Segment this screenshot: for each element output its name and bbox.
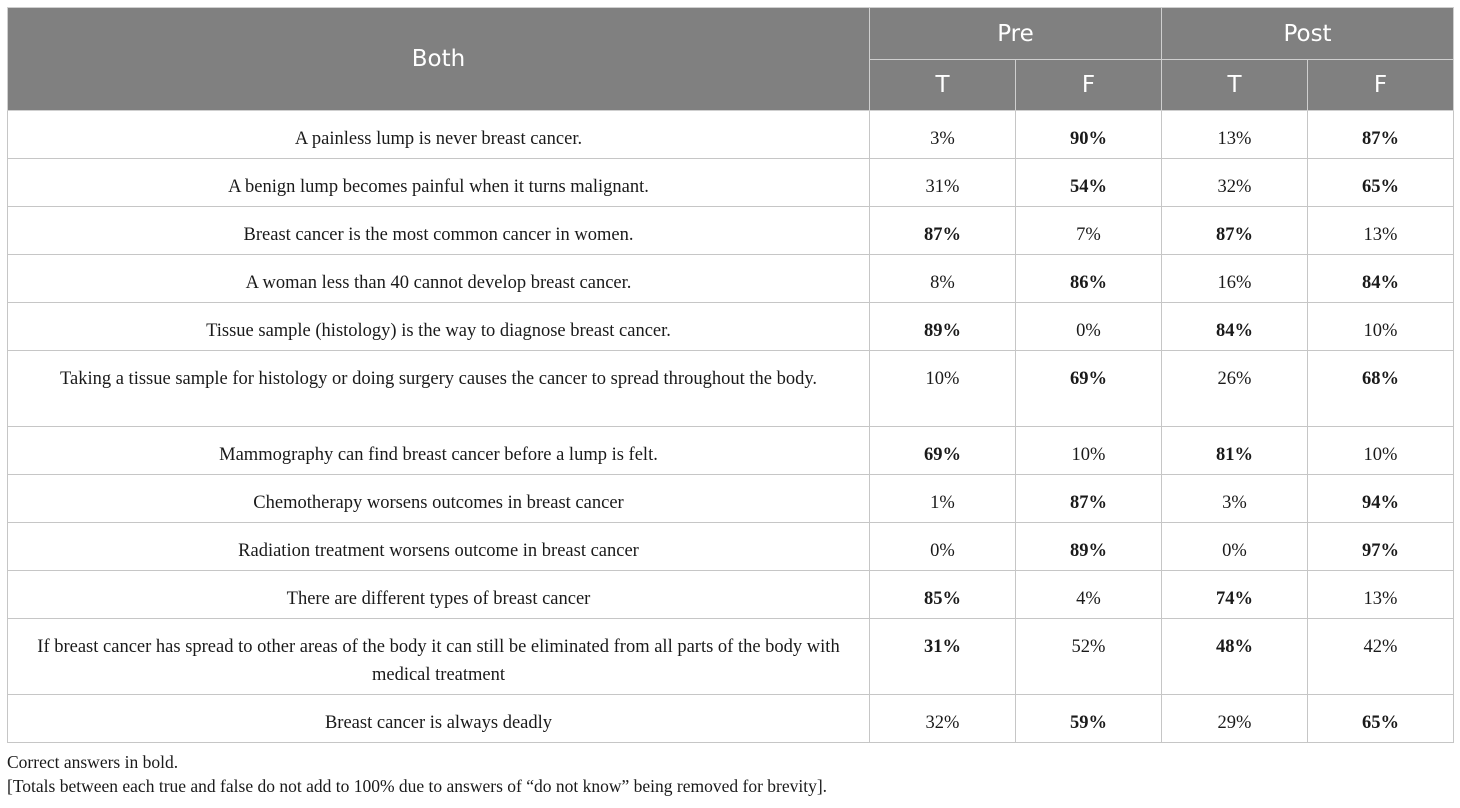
statement-cell: Tissue sample (histology) is the way to diagnose breast cancer. [8, 303, 870, 351]
post-true-cell: 74% [1162, 571, 1308, 619]
header-group-post: Post [1162, 8, 1454, 60]
pre-false-cell: 54% [1016, 159, 1162, 207]
pre-true-cell: 69% [870, 427, 1016, 475]
pre-true-cell: 89% [870, 303, 1016, 351]
statement-cell: Breast cancer is the most common cancer in women. [8, 207, 870, 255]
post-true-cell: 26% [1162, 351, 1308, 427]
statement-cell: Chemotherapy worsens outcomes in breast cancer [8, 475, 870, 523]
post-true-cell: 81% [1162, 427, 1308, 475]
post-false-cell: 10% [1308, 427, 1454, 475]
post-true-cell: 13% [1162, 111, 1308, 159]
post-false-cell: 65% [1308, 695, 1454, 743]
table-row [8, 571, 1454, 619]
table-row [8, 523, 1454, 571]
post-false-cell: 42% [1308, 619, 1454, 695]
table-row [8, 351, 1454, 427]
table-row [8, 159, 1454, 207]
pre-false-cell: 89% [1016, 523, 1162, 571]
pre-true-cell: 1% [870, 475, 1016, 523]
post-true-cell: 84% [1162, 303, 1308, 351]
note-totals: [Totals between each true and false do not add to 100% due to answers of “do not know” being removed for brevity]. [7, 776, 828, 796]
note-bold-explanation: Correct answers in bold. [7, 752, 179, 772]
header-post-t: T [1162, 60, 1308, 111]
pre-true-cell: 3% [870, 111, 1016, 159]
pre-true-cell: 85% [870, 571, 1016, 619]
post-true-cell: 48% [1162, 619, 1308, 695]
table-row [8, 427, 1454, 475]
post-false-cell: 94% [1308, 475, 1454, 523]
pre-true-cell: 32% [870, 695, 1016, 743]
table-row [8, 619, 1454, 695]
pre-false-cell: 90% [1016, 111, 1162, 159]
statement-cell: Mammography can find breast cancer before a lump is felt. [8, 427, 870, 475]
pre-false-cell: 4% [1016, 571, 1162, 619]
header-group-pre: Pre [870, 8, 1162, 60]
table-notes [7, 750, 1453, 798]
pre-true-cell: 31% [870, 619, 1016, 695]
pre-true-cell: 10% [870, 351, 1016, 427]
table-row [8, 255, 1454, 303]
pre-true-cell: 0% [870, 523, 1016, 571]
pre-false-cell: 10% [1016, 427, 1162, 475]
results-table [7, 7, 1454, 743]
pre-false-cell: 0% [1016, 303, 1162, 351]
statement-cell: Breast cancer is always deadly [8, 695, 870, 743]
pre-true-cell: 31% [870, 159, 1016, 207]
post-true-cell: 3% [1162, 475, 1308, 523]
post-false-cell: 65% [1308, 159, 1454, 207]
header-pre-t: T [870, 60, 1016, 111]
table-row [8, 207, 1454, 255]
statement-cell: A benign lump becomes painful when it turns malignant. [8, 159, 870, 207]
statement-cell: Radiation treatment worsens outcome in breast cancer [8, 523, 870, 571]
post-false-cell: 97% [1308, 523, 1454, 571]
pre-false-cell: 86% [1016, 255, 1162, 303]
table-body [8, 111, 1454, 743]
table-row [8, 475, 1454, 523]
table-row [8, 111, 1454, 159]
post-true-cell: 0% [1162, 523, 1308, 571]
post-false-cell: 84% [1308, 255, 1454, 303]
pre-false-cell: 69% [1016, 351, 1162, 427]
pre-true-cell: 87% [870, 207, 1016, 255]
table-header [8, 8, 1454, 111]
header-statement: Both [8, 8, 870, 111]
table-row [8, 695, 1454, 743]
post-false-cell: 10% [1308, 303, 1454, 351]
post-true-cell: 16% [1162, 255, 1308, 303]
pre-true-cell: 8% [870, 255, 1016, 303]
header-pre-f: F [1016, 60, 1162, 111]
statement-cell: A woman less than 40 cannot develop breast cancer. [8, 255, 870, 303]
pre-false-cell: 52% [1016, 619, 1162, 695]
header-post-f: F [1308, 60, 1454, 111]
statement-cell: A painless lump is never breast cancer. [8, 111, 870, 159]
post-true-cell: 32% [1162, 159, 1308, 207]
pre-false-cell: 87% [1016, 475, 1162, 523]
post-false-cell: 13% [1308, 207, 1454, 255]
statement-cell: There are different types of breast cancer [8, 571, 870, 619]
pre-false-cell: 7% [1016, 207, 1162, 255]
statement-cell: Taking a tissue sample for histology or doing surgery causes the cancer to spread throughout the body. [8, 351, 870, 427]
post-true-cell: 87% [1162, 207, 1308, 255]
post-false-cell: 68% [1308, 351, 1454, 427]
statement-cell: If breast cancer has spread to other areas of the body it can still be eliminated from all parts of the body with medical treatment [8, 619, 870, 695]
post-true-cell: 29% [1162, 695, 1308, 743]
table-container [7, 7, 1453, 798]
pre-false-cell: 59% [1016, 695, 1162, 743]
table-row [8, 303, 1454, 351]
post-false-cell: 87% [1308, 111, 1454, 159]
post-false-cell: 13% [1308, 571, 1454, 619]
